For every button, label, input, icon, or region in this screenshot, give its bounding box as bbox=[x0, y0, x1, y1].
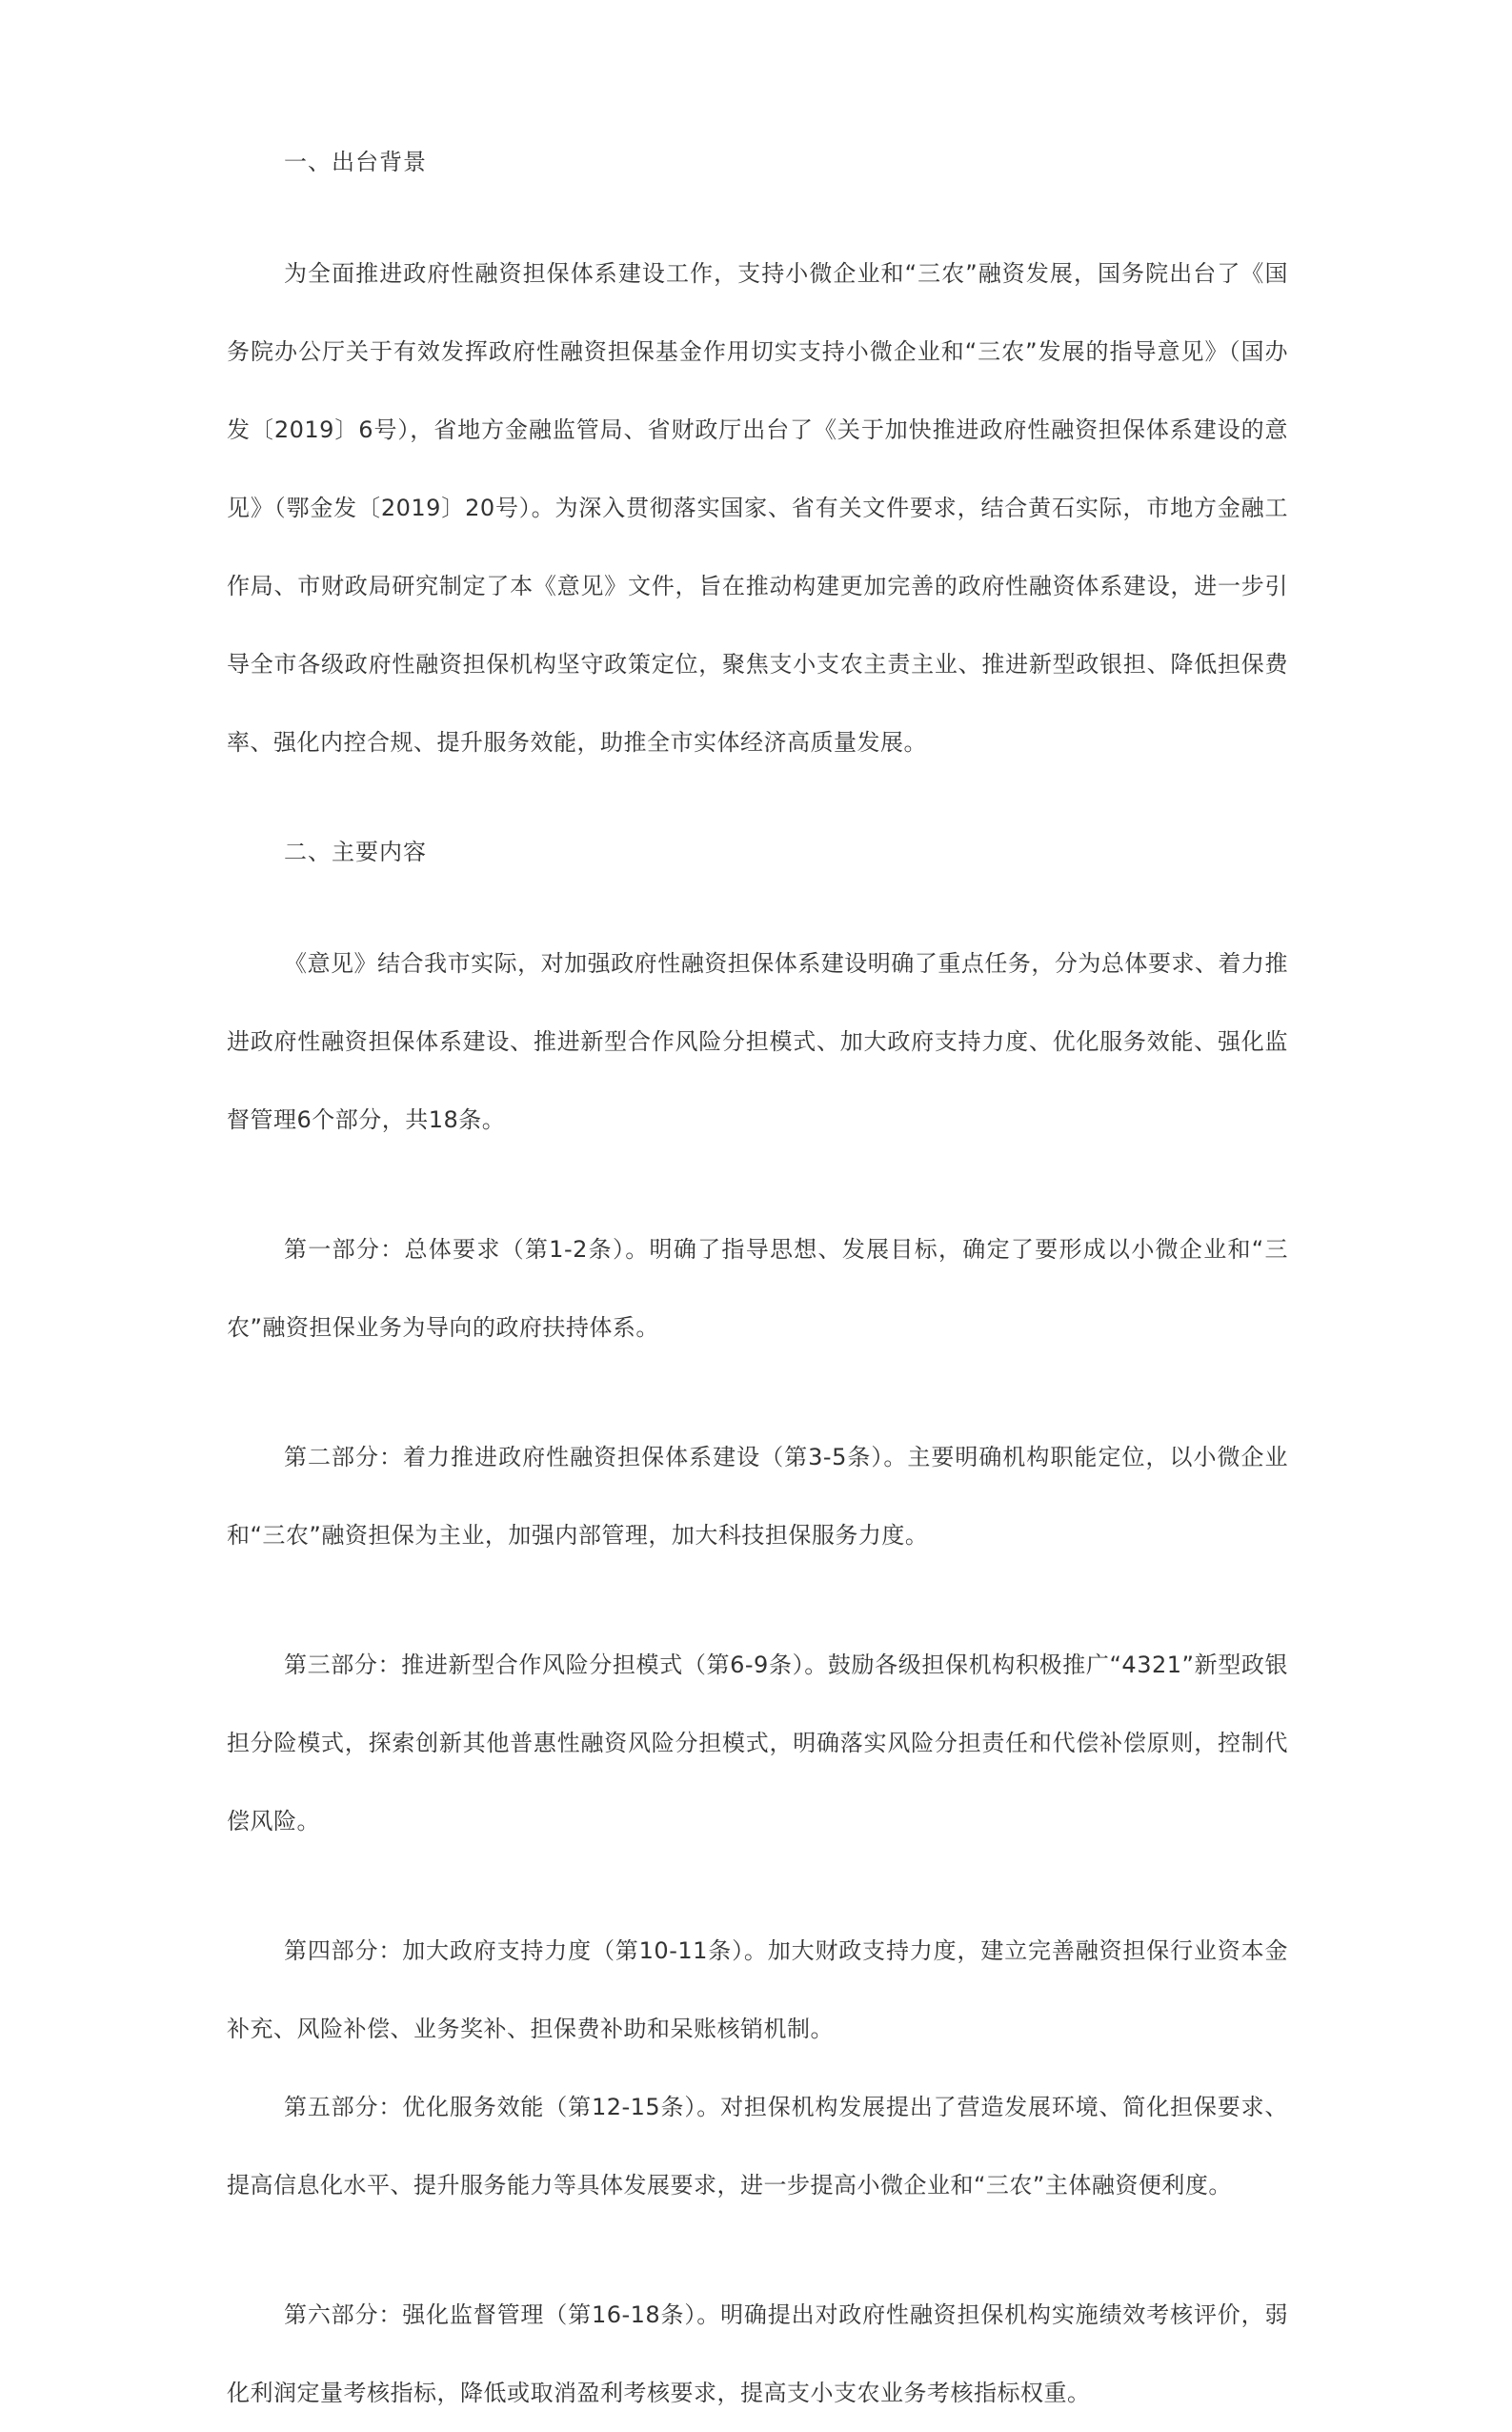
background-paragraph: 为全面推进政府性融资担保体系建设工作，支持小微企业和“三农”融资发展，国务院出台了《国务院办公厅关于有效发挥政府性融资担保基金作用切实支持小微企业和“三农”发展的指导意见》（国办发〔2019〕6号），省地方金融监管局、省财政厅出台了《关于加快推进政府性融资担保体系建设的意见》（鄂金发〔2019〕20号）。为深入贯彻落实国家、省有关文件要求，结合黄石实际，市地方金融工作局、市财政局研究制定了本《意见》文件，旨在推动构建更加完善的政府性融资体系建设，进一步引导全市各级政府性融资担保机构坚守政策定位，聚焦支小支农主责主业、推进新型政银担、降低担保费率、强化内控合规、提升服务效能，助推全市实体经济高质量发展。 bbox=[227, 260, 1288, 756]
part-two-paragraph: 第二部分：着力推进政府性融资担保体系建设（第3-5条）。主要明确机构职能定位，以小微企业和“三农”融资担保为主业，加强内部管理，加大科技担保服务力度。 bbox=[227, 1444, 1288, 1549]
part-three-paragraph: 第三部分：推进新型合作风险分担模式（第6-9条）。鼓励各级担保机构积极推广“4321”新型政银担分险模式，探索创新其他普惠性融资风险分担模式，明确落实风险分担责任和代偿补偿原则，控制代偿风险。 bbox=[227, 1652, 1288, 1834]
part-six-paragraph: 第六部分：强化监督管理（第16-18条）。明确提出对政府性融资担保机构实施绩效考核评价，弱化利润定量考核指标，降低或取消盈利考核要求，提高支小支农业务考核指标权重。 bbox=[227, 2301, 1288, 2406]
section-heading-main-content: 二、主要内容 bbox=[284, 839, 427, 865]
document-page bbox=[227, 143, 1288, 2432]
part-four-paragraph: 第四部分：加大政府支持力度（第10-11条）。加大财政支持力度，建立完善融资担保行业资本金补充、风险补偿、业务奖补、担保费补助和呆账核销机制。 bbox=[227, 1937, 1288, 2042]
part-one-paragraph: 第一部分：总体要求（第1-2条）。明确了指导思想、发展目标，确定了要形成以小微企业和“三农”融资担保业务为导向的政府扶持体系。 bbox=[227, 1236, 1288, 1341]
section-heading-background: 一、出台背景 bbox=[284, 149, 427, 175]
main-content-intro: 《意见》结合我市实际，对加强政府性融资担保体系建设明确了重点任务，分为总体要求、着力推进政府性融资担保体系建设、推进新型合作风险分担模式、加大政府支持力度、优化服务效能、强化监督管理6个部分，共18条。 bbox=[227, 950, 1288, 1133]
part-five-paragraph: 第五部分：优化服务效能（第12-15条）。对担保机构发展提出了营造发展环境、简化担保要求、提高信息化水平、提升服务能力等具体发展要求，进一步提高小微企业和“三农”主体融资便利度。 bbox=[227, 2094, 1288, 2199]
